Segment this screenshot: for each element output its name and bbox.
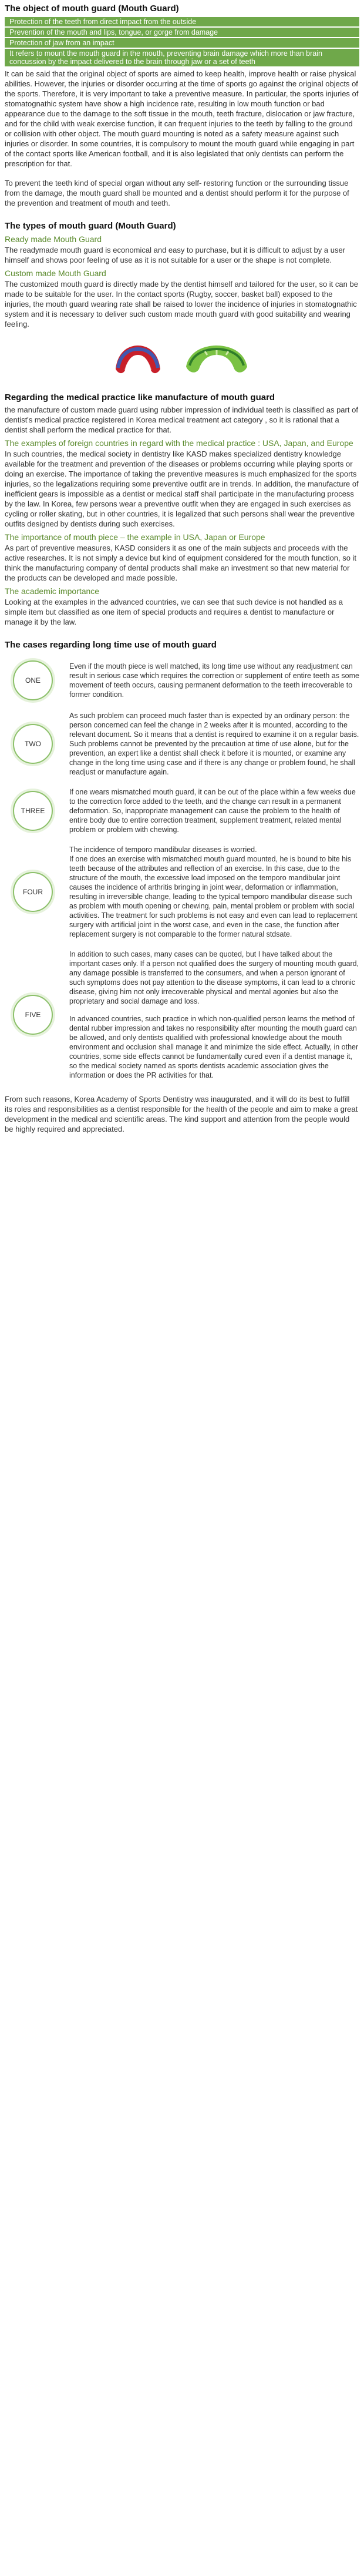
case-three xyxy=(5,787,359,834)
medical-heading: Regarding the medical practice like manufacture of mouth guard xyxy=(5,393,275,402)
case-label-circle: FOUR xyxy=(13,872,53,912)
case-four xyxy=(5,845,359,939)
case-label-circle: ONE xyxy=(13,660,53,700)
case-label-circle: THREE xyxy=(13,791,53,831)
case-text: In advanced countries, such practice in which non-qualified person learns the method of dental rubber impression and takes no responsibility after mounting the mouth guard can be allowed, and only dentists qualified with professional knowledge about the mouth environment and occlusion shall manage it and minimize the side effect. Actually, in other countries, some side effects cannot be fundamentally cured even if a dentist manage it, so the medical society named as sports dentists academic association gives the information or does the PR activities for that. xyxy=(69,1015,359,1079)
case-text: In addition to such cases, many cases can be quoted, but I have talked about the important cases only. If a person not qualified does the surgery of mounting mouth guard, any damage possible is transferred to the consumers, and when a person ignorant of such symptoms does not pay attention to the disease symptoms, it can lead to a chronic disease, giving him not only irrecoverable physical and mental agonies but also the proprietary and social damage and loss. xyxy=(69,950,359,1005)
foreign-examples-title: The examples of foreign countries in regard with the medical practice : USA, Japan, and Europe xyxy=(5,438,353,448)
case-one xyxy=(5,660,359,700)
intro-paragraph: To prevent the teeth kind of special organ without any self- restoring function or the surrounding tissue from the damage, the mouth guard shall be mounted and a dentist should perform it for the purpose of the prevention and treatment of mouth and teeth. xyxy=(5,179,349,207)
objective-item: It refers to mount the mouth guard in the mouth, preventing brain damage which more than brain concussion by the impact delivered to the brain through jaw or a set of teeth xyxy=(5,49,359,66)
objective-item: Protection of jaw from an impact xyxy=(5,38,359,48)
ready-made-title: Ready made Mouth Guard xyxy=(5,234,102,244)
closing-paragraph: From such reasons, Korea Academy of Sports Dentistry was inaugurated, and it will do its best to fulfill its roles and responsibilities as a dentist responsible for the health of the people and aim to make a great development in the medical and scientific areas. The kind support and attention from the people would be highly required and appreciated. xyxy=(5,1095,358,1133)
ready-made-text: The readymade mouth guard is economical and easy to purchase, but it is difficult to adjust by a user himself and shows poor feeling of use as it is not suitable for a user or the shape is not complete. xyxy=(5,246,346,264)
objective-item: Protection of the teeth from direct impact from the outside xyxy=(5,17,359,26)
foreign-examples-text: In such countries, the medical society in dentistry like KASD makes specialized dentistry knowledge available for the treatment and prevention of the diseases or problems occurring while playing sports or doing an exercise. The importance of taking the preventive measures is much emphasized for the sports injuries, so the legalizations requiring some preventive outfit are in trends. In addition, the manufacture of inefficient gears is impossible as a dentist or medical staff shall participate in the manufacturing process by the law. In Korea, few persons wear a preventive outfit when they are engaged in such exercises as cycling or roller skating, but in other countries, it is legalized that such persons shall wear the preventive outfits designed by dentists during such exercises. xyxy=(5,450,359,528)
cases-heading: The cases regarding long time use of mouth guard xyxy=(5,640,217,650)
intro-paragraph: It can be said that the original object of sports are aimed to keep health, improve health or raise physical abilities. However, the injuries or disorder occurring at the time of sports go against the original objects of the sports. Therefore, it is very important to take a preventive measure. In particular, the sports injuries of stomatognathic system have show a high incidence rate, resulting in low mouth function or bad appearance due to the damage to the soft tissue in the mouth, teeth fracture, dislocation or jaw fracture, and for the child with weak exercise function, it can frequent injuries to the teeth by falling to the ground or collision with other object. The mouth guard mounting is noted as a safety measure against such injuries or disorder. In some countries, it is compulsory to mount the mouth guard while engaging in part of the contact sports like American football, and it is also legislated that only dentists can perform the prescription for that. xyxy=(5,69,359,168)
academic-importance-title: The academic importance xyxy=(5,586,100,596)
case-label-circle: FIVE xyxy=(13,995,53,1035)
objectives-list xyxy=(5,17,359,66)
case-text: If one wears mismatched mouth guard, it can be out of the place within a few weeks due to the correction force added to the teeth, and the change can result in a permanent deformation. So, inappropriate management can cause the problem to the health of entire body due to entire correction treatment, supplement treatment, related mental problem or problem with chewing. xyxy=(69,788,356,834)
case-text: Even if the mouth piece is well matched, its long time use without any readjustment can result in serious case which requires the correction or supplement of entire teeth as some movement of teeth occurs, causing permanent deformation to the teeth irrecoverable to former condition. xyxy=(69,662,359,699)
custom-made-text: The customized mouth guard is directly made by the dentist himself and tailored for the user, so it can be made to be suitable for the user. In the contact sports (Rugby, soccer, basket ball) exposed to the injuries, the mouth guard wearing rate shall be raised to lower the incidence of injuries in stomatognathic system and it is necessary to deliver such custom made mouth guard with good suitability and wearing feeling. xyxy=(5,280,358,328)
objective-item: Prevention of the mouth and lips, tongue, or gorge from damage xyxy=(5,28,359,37)
page-title: The object of mouth guard (Mouth Guard) xyxy=(5,4,179,14)
case-two xyxy=(5,711,359,777)
mouth-piece-importance-title: The importance of mouth piece – the example in USA, Japan or Europe xyxy=(5,532,265,542)
mouth-piece-importance-text: As part of preventive measures, KASD considers it as one of the main subjects and proceeds with the active researches. It is not simply a device but kind of equipment considered for the mouth function, so it think the manufacturing company of dental products shall make an investment so that new material for the products can be developed and made possible. xyxy=(5,544,357,582)
mouth-guard-image-green xyxy=(181,343,252,380)
medical-text: the manufacture of custom made guard using rubber impression of individual teeth is classified as part of dentist's medical practice registered in Korea medical treatment act category , so it is rational that a dentist shall perform the medical practice for that. xyxy=(5,405,358,434)
mouth-guard-image-red-blue xyxy=(112,343,164,380)
custom-made-title: Custom made Mouth Guard xyxy=(5,269,106,278)
mouth-guard-images xyxy=(5,343,359,380)
case-text: As such problem can proceed much faster than is expected by an ordinary person: the person concerned can feel the change in 2 weeks after it is mounted, according to the relevant document. So it means that a dentist is required to examine it on a regular basis. Such problems cannot be prevented by the precaution at time of use alone, but for the prevention, an expert like a dentist shall check it before it is mounted, or examine any change in the long time using case and if there is any change or problem found, he shall readjust or manufacture again. xyxy=(69,712,359,776)
case-label-circle: TWO xyxy=(13,724,53,764)
case-five xyxy=(5,950,359,1080)
case-text: The incidence of temporo mandibular diseases is worried. If one does an exercise with mismatched mouth guard mounted, he is bound to bite his teeth because of the attributes and reflection of an exercise. In this case, due to the structure of the mouth, the excessive load imposed on the temporo mandibular joint causes the incidence of arthritis bringing in joint wear, deformation or inflammation, resulting in irreversible change, leading to the typical temporo mandibular disease such as problem with mouth opening or chewing, pain, mental problem or problem with social activities. The treatment for such problems is not easy and even can lead to replacement surgery with artificial joint in the worst case, and even in the case, the function after replacement surgery is not comparable to the former natural stdsate. xyxy=(69,846,358,938)
academic-importance-text: Looking at the examples in the advanced countries, we can see that such device is not handled as a simple item but classified as one item of special products and requires a dentist to manufacture or manage it by the law. xyxy=(5,598,343,626)
page xyxy=(0,0,364,1134)
types-heading: The types of mouth guard (Mouth Guard) xyxy=(5,221,176,231)
